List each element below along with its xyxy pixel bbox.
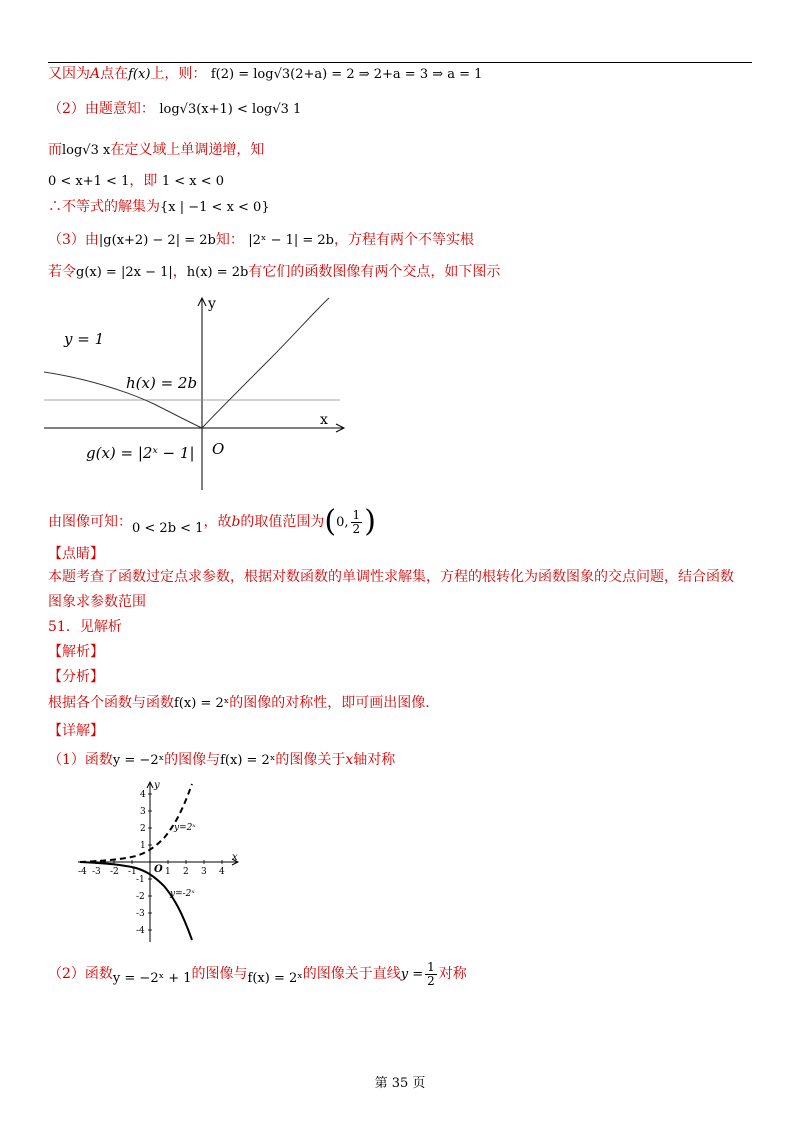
line-range-of-b: 由图像可知：0 < 2b < 1，故b的取值范围为(0, $\frac{1}{2}$ ) bbox=[48, 504, 376, 539]
dianjing-text-2: 图象求参数范围 bbox=[48, 594, 146, 610]
line-part3: （3）由|g(x+2) − 2| = 2b知： |2ˣ − 1| = 2b，方程有两个不等实根 bbox=[48, 232, 474, 248]
svg-text:-2: -2 bbox=[110, 867, 119, 877]
section-jiexi: 【解析】 bbox=[48, 644, 104, 660]
g1-x-label: x bbox=[320, 412, 328, 428]
graph-exp-reflection bbox=[74, 776, 246, 944]
svg-text:1: 1 bbox=[165, 867, 171, 877]
g2-label-neg: y=-2ˣ bbox=[170, 889, 195, 899]
svg-text:-2: -2 bbox=[136, 892, 145, 902]
svg-text:-4: -4 bbox=[136, 926, 145, 936]
g1-curve-g bbox=[44, 298, 329, 428]
line-monotonic: 而log√3 x在定义域上单调递增，知 bbox=[48, 142, 265, 158]
g2-origin: O bbox=[154, 864, 163, 875]
svg-text:-3: -3 bbox=[92, 867, 101, 877]
svg-text:-1: -1 bbox=[136, 875, 145, 885]
section-xiangjie: 【详解】 bbox=[48, 723, 104, 739]
svg-text:-1: -1 bbox=[128, 867, 137, 877]
svg-text:2: 2 bbox=[140, 824, 146, 834]
svg-text:1: 1 bbox=[140, 841, 146, 851]
g1-y-label: y bbox=[208, 296, 216, 312]
g2-y-tick-labels bbox=[136, 790, 146, 936]
part1-text: （1）函数y = −2ˣ的图像与f(x) = 2ˣ的图像关于x轴对称 bbox=[48, 752, 396, 768]
part2-text: （2）函数y = −2ˣ + 1的图像与f(x) = 2ˣ的图像关于直线y = $\frac{1}{2}$ 对称 bbox=[48, 959, 467, 988]
svg-text:-3: -3 bbox=[136, 909, 145, 919]
line-let-g-h: 若令g(x) = |2x − 1|，h(x) = 2b有它们的函数图像有两个交点，如下图示 bbox=[48, 264, 501, 280]
g1-origin: O bbox=[212, 440, 225, 458]
section-fenxi: 【分析】 bbox=[48, 669, 104, 685]
fenxi-text: 根据各个函数与函数f(x) = 2ˣ的图像的对称性，即可画出图像. bbox=[48, 695, 430, 711]
page-number: 第 35 页 bbox=[374, 1076, 426, 1091]
line-solution-set: ∴不等式的解集为{x | −1 < x < 0} bbox=[48, 199, 270, 215]
g2-x-label: x bbox=[232, 852, 238, 863]
g2-y-label: y bbox=[154, 780, 160, 791]
svg-text:3: 3 bbox=[201, 867, 207, 877]
svg-text:2: 2 bbox=[183, 867, 189, 877]
svg-text:-4: -4 bbox=[78, 867, 87, 877]
svg-text:4: 4 bbox=[140, 790, 146, 800]
line-part2: （2）由题意知： log√3(x+1) < log√3 1 bbox=[48, 101, 302, 117]
g1-label-y1: y = 1 bbox=[64, 330, 105, 348]
header-rule bbox=[48, 62, 752, 63]
equation-a: f(2) = log√3(2+a) = 2 ⇒ 2+a = 3 ⇒ a = 1 bbox=[210, 67, 483, 82]
section-dianjing: 【点睛】 bbox=[48, 546, 104, 562]
g1-label-g: g(x) = |2ˣ − 1| bbox=[86, 444, 195, 462]
g1-label-h: h(x) = 2b bbox=[126, 374, 198, 392]
line-point-a: 又因为A点在f(x)上，则： f(2) = log√3(2+a) = 2 ⇒ 2+a = 3 ⇒ a = 1 bbox=[48, 66, 483, 82]
graph-g-h-intersection bbox=[44, 290, 354, 500]
svg-text:3: 3 bbox=[140, 807, 146, 817]
question-51: 51．见解析 bbox=[48, 619, 122, 635]
g2-label-pos: y=2ˣ bbox=[174, 823, 196, 833]
line-inequality: 0 < x+1 < 1，即 1 < x < 0 bbox=[48, 173, 225, 189]
dianjing-text-1: 本题考查了函数过定点求参数，根据对数函数的单调性求解集，方程的根转化为函数图象的交点问题，结合函数 bbox=[48, 569, 734, 585]
svg-text:4: 4 bbox=[219, 867, 225, 877]
